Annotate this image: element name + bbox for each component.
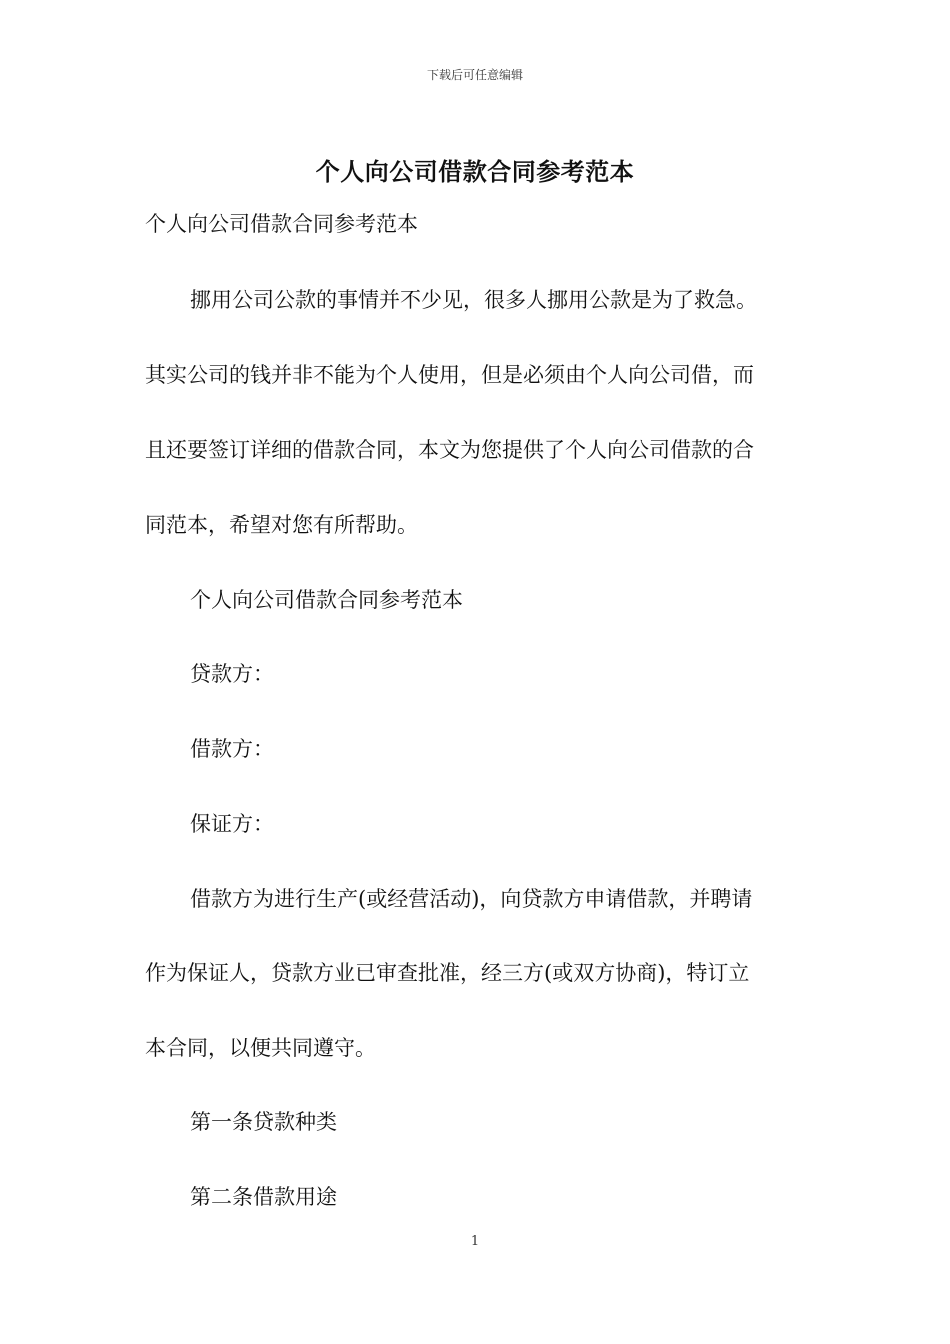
contract-title: 个人向公司借款合同参考范本 xyxy=(190,588,463,612)
intro-line-1: 挪用公司公款的事情并不少见，很多人挪用公款是为了救急。 xyxy=(190,288,757,312)
intro-line-2: 其实公司的钱并非不能为个人使用，但是必须由个人向公司借，而 xyxy=(145,363,754,387)
preamble-line-3: 本合同，以便共同遵守。 xyxy=(145,1036,376,1060)
intro-line-3: 且还要签订详细的借款合同，本文为您提供了个人向公司借款的合 xyxy=(145,438,754,462)
page-header: 下载后可任意编辑 xyxy=(426,68,523,82)
article-1-heading: 第一条贷款种类 xyxy=(190,1110,337,1134)
article-2-heading: 第二条借款用途 xyxy=(190,1185,337,1209)
preamble-line-2: 作为保证人，贷款方业已审查批准，经三方(或双方协商)，特订立 xyxy=(145,961,750,985)
borrower-label: 借款方： xyxy=(190,737,274,761)
document-title: 个人向公司借款合同参考范本 xyxy=(315,157,635,186)
guarantor-label: 保证方： xyxy=(190,812,274,836)
preamble-line-1: 借款方为进行生产(或经营活动)，向贷款方申请借款，并聘请 xyxy=(190,887,753,911)
subtitle: 个人向公司借款合同参考范本 xyxy=(145,212,418,236)
lender-label: 贷款方： xyxy=(190,662,274,686)
page-number: 1 xyxy=(470,1234,480,1249)
intro-line-4: 同范本，希望对您有所帮助。 xyxy=(145,513,418,537)
